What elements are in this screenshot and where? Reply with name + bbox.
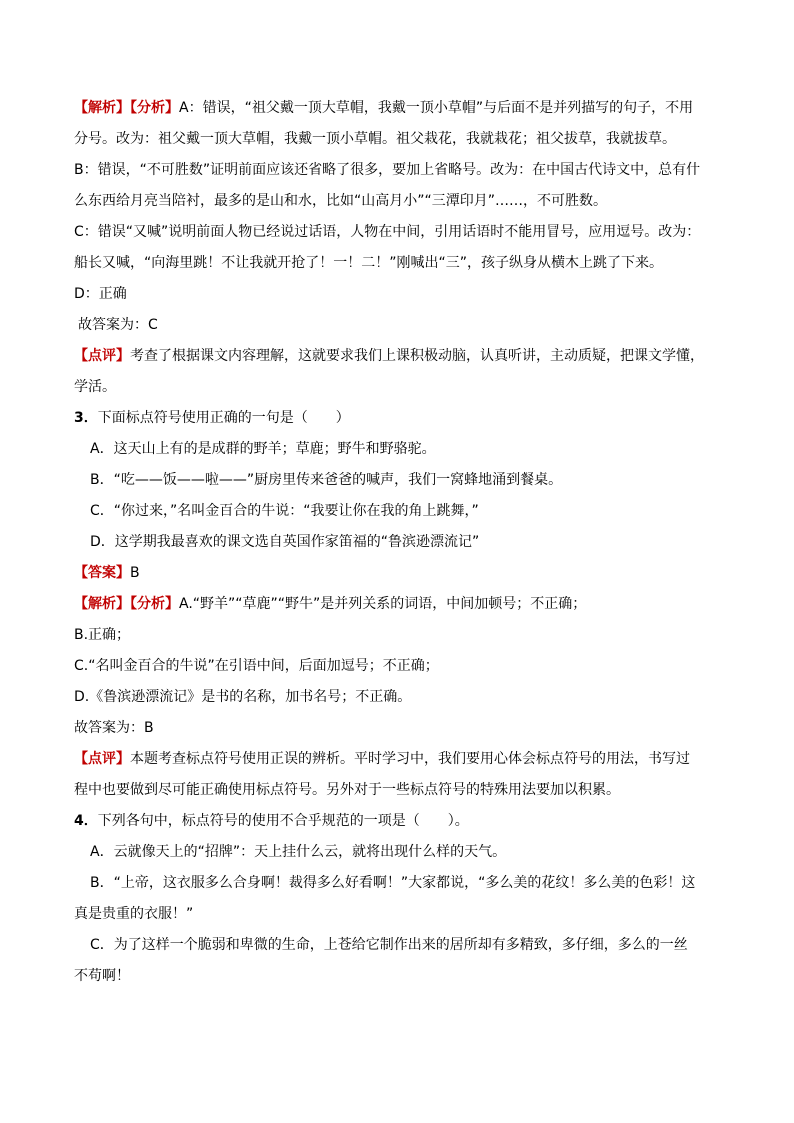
q4-option-b-line2: 真是贵重的衣服！” <box>74 906 194 922</box>
answer-line-c: 故答案为：C <box>78 317 158 333</box>
review-text1: 考查了根据课文内容理解，这就要求我们上课积极动脑，认真听讲，主动质疑，把课文学懂， <box>130 348 704 364</box>
q3-answer-line <box>74 558 734 589</box>
q3-review-line1 <box>74 744 734 775</box>
question-4-number: 4． <box>74 813 98 829</box>
q3-analysis-c: C.“名叫金百合的牛说”在引语中间，后面加逗号；不正确； <box>74 658 439 674</box>
review-line2: 学活。 <box>74 379 116 395</box>
q4-option-c-line1: C．为了这样一个脆弱和卑微的生命，上苍给它制作出来的居所却有多精致，多仔细，多么的一丝 <box>90 937 688 953</box>
analysis-a-line2: 分号。改为：祖父戴一顶大草帽，我戴一顶小草帽。祖父栽花，我就栽花；祖父拔草，我就拔草。 <box>74 131 676 147</box>
analysis-d-line: D：正确 <box>74 286 127 302</box>
question-3-text: 下面标点符号使用正确的一句是（ ） <box>97 410 350 426</box>
review-line1 <box>74 341 734 372</box>
question-4-stem <box>74 806 734 837</box>
q3-option-d: D．这学期我最喜欢的课文选自英国作家笛福的“鲁滨逊漂流记” <box>90 534 480 550</box>
q3-option-a: A．这天山上有的是成群的野羊；草鹿；野牛和野骆驼。 <box>90 441 436 457</box>
analysis-b-line2: 么东西给月亮当陪衬，最多的是山和水，比如“山高月小”“三潭印月”……，不可胜数。 <box>74 193 608 209</box>
q3-analysis-line1 <box>74 589 734 620</box>
question-3-stem <box>74 403 734 434</box>
analysis-b-line1: B：错误，“不可胜数”证明前面应该还省略了很多，要加上省略号。改为：在中国古代诗文中，总有什 <box>74 162 701 178</box>
review-tag: 【点评】 <box>74 348 130 364</box>
q4-option-b-line1: B．“上帝，这衣服多么合身啊！裁得多么好看啊！”大家都说，“多么美的花纹！多么美的色彩！这 <box>90 875 696 891</box>
q3-analysis-a: A.“野羊”“草鹿”“野牛”是并列关系的词语，中间加顿号；不正确； <box>179 596 587 612</box>
document-content <box>74 93 734 992</box>
analysis-c-line2: 船长又喊，“向海里跳！不让我就开抢了！一！二！”刚喊出“三”，孩子纵身从横木上跳了下来。 <box>74 255 664 271</box>
analysis-a-line1: A：错误，“祖父戴一顶大草帽，我戴一顶小草帽”与后面不是并列描写的句子，不用 <box>179 100 694 116</box>
q3-review-line2: 程中也要做到尽可能正确使用标点符号。另外对于一些标点符号的特殊用法要加以积累。 <box>74 782 620 798</box>
q3-review-text1: 本题考查标点符号使用正误的辨析。平时学习中，我们要用心体会标点符号的用法，书写过 <box>130 751 690 767</box>
q3-analysis-b: B.正确； <box>74 627 131 643</box>
q3-option-b: B．“吃——饭——啦——”厨房里传来爸爸的喊声，我们一窝蜂地涌到餐桌。 <box>90 472 563 488</box>
answer-tag: 【答案】 <box>74 565 130 581</box>
fenxi-tag: 【分析】 <box>130 100 179 116</box>
q3-analysis-d: D.《鲁滨逊漂流记》是书的名称，加书名号；不正确。 <box>74 689 412 705</box>
q3-fenxi-tag: 【分析】 <box>130 596 179 612</box>
analysis-c-line1: C：错误“又喊”说明前面人物已经说过话语，人物在中间，引用话语时不能用冒号，应用逗号。改为： <box>74 224 701 240</box>
q4-option-a: A．云就像天上的“招牌”：天上挂什么云，就将出现什么样的天气。 <box>90 844 507 860</box>
q3-answer-summary: 故答案为：B <box>74 720 154 736</box>
analysis-line <box>74 93 734 124</box>
analysis-tag: 【解析】 <box>74 100 130 116</box>
q3-review-tag: 【点评】 <box>74 751 130 767</box>
question-3-number: 3． <box>74 410 98 426</box>
q3-analysis-tag: 【解析】 <box>74 596 130 612</box>
q3-answer-value: B <box>130 565 140 581</box>
question-4-text: 下列各句中，标点符号的使用不合乎规范的一项是（ ）。 <box>97 813 469 829</box>
q3-option-c: C．“你过来，”名叫金百合的牛说：“我要让你在我的角上跳舞，” <box>90 503 479 519</box>
q4-option-c-line2: 不苟啊！ <box>74 968 130 984</box>
